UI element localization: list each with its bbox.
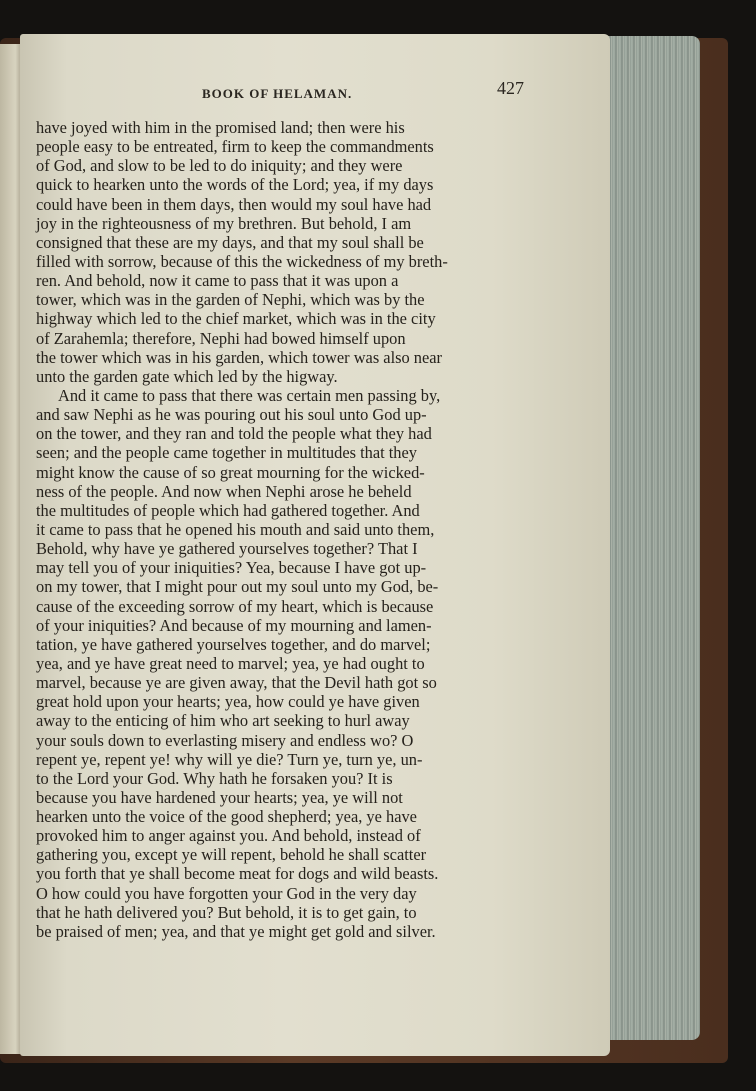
text-line: have joyed with him in the promised land; then were his bbox=[36, 118, 405, 137]
text-line: yea, and ye have great need to marvel; yea, ye had ought to bbox=[36, 653, 425, 673]
text-line: filled with sorrow, because of this the wickedness of my breth- bbox=[36, 251, 448, 271]
text-line: joy in the righteousness of my brethren. But behold, I am bbox=[36, 213, 412, 233]
running-header: BOOK OF HELAMAN. bbox=[202, 86, 353, 101]
text-line: of God, and slow to be led to do iniquity; and they were bbox=[36, 156, 403, 176]
text-line: gathering you, except ye will repent, behold he shall scatter bbox=[36, 845, 427, 865]
text-line: it came to pass that he opened his mouth and said unto them, bbox=[36, 519, 435, 539]
text-line: tower, which was in the garden of Nephi, which was by the bbox=[36, 290, 425, 310]
left-page-edge bbox=[0, 44, 22, 1054]
body-text bbox=[36, 118, 536, 941]
text-line: And it came to pass that there was certain men passing by, bbox=[58, 385, 441, 405]
text-line: marvel, because ye are given away, that the Devil hath got so bbox=[36, 673, 437, 693]
text-line: of Zarahemla; therefore, Nephi had bowed himself upon bbox=[36, 328, 406, 348]
text-line: on the tower, and they ran and told the people what they had bbox=[36, 424, 432, 444]
text-line: may tell you of your iniquities? Yea, because I have got up- bbox=[36, 558, 427, 578]
text-line: the tower which was in his garden, which tower was also near bbox=[36, 347, 443, 367]
text-line: on my tower, that I might pour out my soul unto my God, be- bbox=[36, 577, 439, 597]
text-line: great hold upon your hearts; yea, how could ye have given bbox=[36, 692, 420, 712]
text-line: might know the cause of so great mourning for the wicked- bbox=[36, 462, 425, 482]
text-line: provoked him to anger against you. And behold, instead of bbox=[36, 826, 421, 846]
page-edges bbox=[600, 36, 700, 1040]
text-line: cause of the exceeding sorrow of my heart, which is because bbox=[36, 596, 434, 616]
text-line: because you have hardened your hearts; yea, ye will not bbox=[36, 787, 403, 807]
text-line: to the Lord your God. Why hath he forsaken you? It is bbox=[36, 768, 393, 788]
text-line: of your iniquities? And because of my mourning and lamen- bbox=[36, 615, 432, 635]
text-line: away to the enticing of him who art seeking to hurl away bbox=[36, 711, 410, 731]
text-line: consigned that these are my days, and that my soul shall be bbox=[36, 232, 424, 252]
page-number: 427 bbox=[497, 78, 524, 98]
text-line: and saw Nephi as he was pouring out his soul unto God up- bbox=[36, 405, 427, 425]
text-line: hearken unto the voice of the good shepherd; yea, ye have bbox=[36, 807, 417, 827]
text-line: you forth that ye shall become meat for dogs and wild beasts. bbox=[36, 864, 439, 884]
text-line: that he hath delivered you? But behold, it is to get gain, to bbox=[36, 902, 417, 922]
text-line: ness of the people. And now when Nephi arose he beheld bbox=[36, 481, 412, 501]
text-line: your souls down to everlasting misery and endless wo? O bbox=[36, 730, 414, 750]
text-line: the multitudes of people which had gathered together. And bbox=[36, 500, 420, 520]
text-line: unto the garden gate which led by the higway. bbox=[36, 366, 338, 386]
text-line: tation, ye have gathered yourselves together, and do marvel; bbox=[36, 634, 431, 654]
text-line: ren. And behold, now it came to pass that it was upon a bbox=[36, 271, 399, 291]
text-line: could have been in them days, then would my soul have had bbox=[36, 194, 432, 214]
text-line: be praised of men; yea, and that ye might get gold and silver. bbox=[36, 921, 436, 941]
text-line: O how could you have forgotten your God in the very day bbox=[36, 883, 417, 903]
text-line: people easy to be entreated, firm to keep the commandments bbox=[36, 137, 434, 157]
text-line: seen; and the people came together in multitudes that they bbox=[36, 443, 417, 463]
text-line: repent ye, repent ye! why will ye die? Turn ye, turn ye, un- bbox=[36, 749, 423, 769]
text-line: quick to hearken unto the words of the Lord; yea, if my days bbox=[36, 175, 434, 195]
text-line: Behold, why have ye gathered yourselves together? That I bbox=[36, 539, 418, 559]
text-line: highway which led to the chief market, which was in the city bbox=[36, 309, 436, 329]
